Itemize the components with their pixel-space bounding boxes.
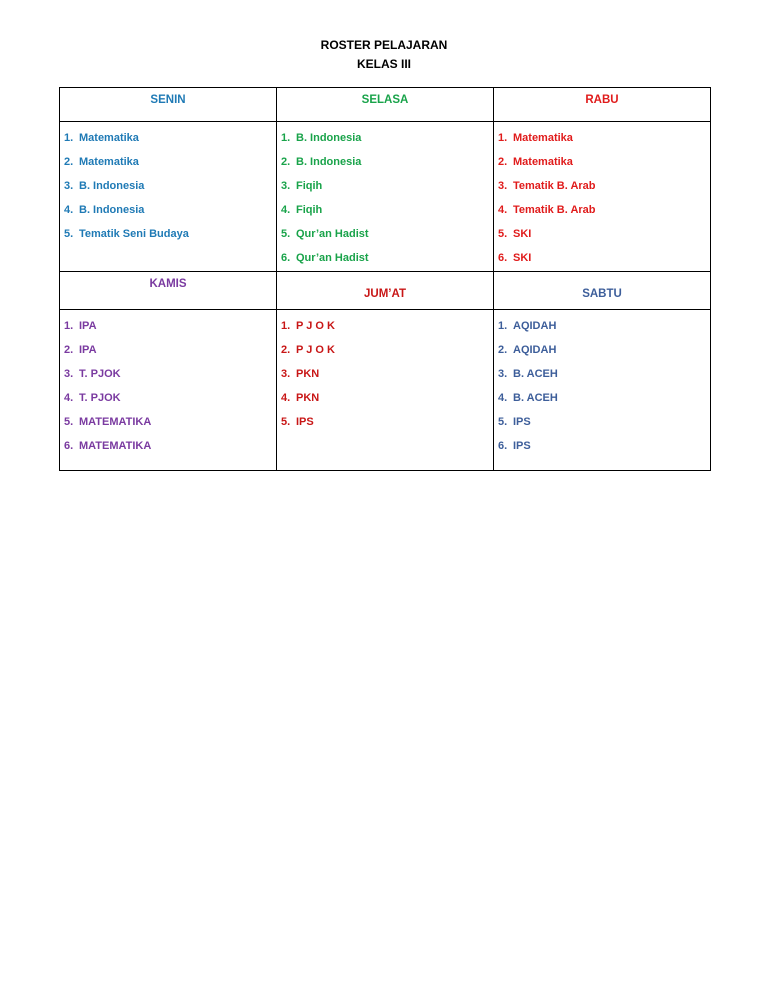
subject-name: T. PJOK (79, 368, 121, 380)
subject-name: B. ACEH (513, 392, 558, 404)
subject-name: Qur’an Hadist (296, 228, 369, 240)
subject-number: 4. (64, 392, 74, 404)
table-row-header-1 (60, 88, 711, 122)
subjects-cell-selasa (277, 122, 494, 272)
subject-list-senin (60, 122, 276, 246)
list-item (281, 198, 493, 222)
list-item (498, 246, 710, 270)
day-header-selasa: SELASA (361, 94, 409, 106)
subject-number: 1. (498, 320, 508, 332)
subject-number: 4. (281, 204, 291, 216)
roster-table (59, 87, 711, 471)
list-item (498, 126, 710, 150)
subject-name: IPS (296, 416, 314, 428)
subject-number: 4. (64, 204, 74, 216)
subjects-cell-kamis (60, 310, 277, 471)
subject-name: B. Indonesia (79, 204, 145, 216)
subject-number: 2. (498, 156, 508, 168)
subject-number: 6. (281, 252, 291, 264)
subject-number: 5. (498, 416, 508, 428)
subject-name: B. ACEH (513, 368, 558, 380)
list-item (498, 338, 710, 362)
list-item (498, 314, 710, 338)
subject-name: Matematika (513, 132, 573, 144)
subject-name: Matematika (79, 132, 139, 144)
subject-number: 6. (498, 252, 508, 264)
subject-number: 3. (281, 368, 291, 380)
list-item (281, 386, 493, 410)
list-item (64, 222, 276, 246)
subject-number: 2. (281, 156, 291, 168)
day-header-jumat: JUM’AT (364, 288, 406, 300)
subject-name: IPA (79, 320, 97, 332)
subject-name: PKN (296, 368, 320, 380)
subject-name: AQIDAH (513, 320, 557, 332)
list-item (281, 150, 493, 174)
subject-number: 3. (498, 368, 508, 380)
subject-name: Matematika (513, 156, 573, 168)
subject-number: 1. (64, 132, 74, 144)
subjects-cell-senin (60, 122, 277, 272)
subject-number: 3. (64, 368, 74, 380)
list-item (281, 174, 493, 198)
subject-list-kamis (60, 310, 276, 458)
subjects-cell-sabtu (494, 310, 711, 471)
list-item (498, 362, 710, 386)
list-item (498, 198, 710, 222)
subjects-cell-rabu (494, 122, 711, 272)
day-header-kamis: KAMIS (149, 278, 187, 290)
header-cell-kamis (60, 272, 277, 310)
page-title: ROSTER PELAJARAN (320, 38, 448, 52)
subject-name: P J O K (296, 320, 335, 332)
subject-list-rabu (494, 122, 710, 270)
subject-number: 5. (281, 228, 291, 240)
subject-number: 5. (498, 228, 508, 240)
subject-name: IPA (79, 344, 97, 356)
list-item (281, 338, 493, 362)
day-header-rabu: RABU (585, 94, 619, 106)
subject-number: 5. (64, 416, 74, 428)
subject-name: MATEMATIKA (79, 416, 152, 428)
subject-name: B. Indonesia (79, 180, 145, 192)
subject-name: B. Indonesia (296, 132, 362, 144)
header-cell-sabtu (494, 272, 711, 310)
subject-list-sabtu (494, 310, 710, 458)
list-item (64, 174, 276, 198)
list-item (498, 222, 710, 246)
subject-name: AQIDAH (513, 344, 557, 356)
list-item (64, 410, 276, 434)
subject-number: 4. (498, 204, 508, 216)
list-item (281, 222, 493, 246)
day-header-sabtu: SABTU (582, 288, 622, 300)
subject-number: 3. (281, 180, 291, 192)
list-item (64, 434, 276, 458)
subject-number: 1. (281, 320, 291, 332)
subject-name: B. Indonesia (296, 156, 362, 168)
subject-name: Qur’an Hadist (296, 252, 369, 264)
list-item (498, 434, 710, 458)
subject-number: 1. (281, 132, 291, 144)
list-item (64, 362, 276, 386)
subject-number: 6. (498, 440, 508, 452)
subject-name: Tematik Seni Budaya (79, 228, 189, 240)
subject-name: Fiqih (296, 204, 323, 216)
subject-name: PKN (296, 392, 320, 404)
subject-number: 5. (281, 416, 291, 428)
header-cell-selasa (277, 88, 494, 122)
subject-number: 2. (281, 344, 291, 356)
list-item (281, 410, 493, 434)
subject-name: IPS (513, 416, 531, 428)
subjects-cell-jumat (277, 310, 494, 471)
list-item (281, 246, 493, 270)
list-item (498, 386, 710, 410)
subject-list-selasa (277, 122, 493, 270)
table-row-header-2 (60, 272, 711, 310)
subject-number: 2. (498, 344, 508, 356)
subject-number: 4. (281, 392, 291, 404)
list-item (64, 198, 276, 222)
subject-name: IPS (513, 440, 531, 452)
list-item (281, 314, 493, 338)
table-row-subjects-2 (60, 310, 711, 471)
list-item (64, 126, 276, 150)
header-cell-jumat (277, 272, 494, 310)
list-item (498, 174, 710, 198)
table-row-subjects-1 (60, 122, 711, 272)
subject-number: 1. (498, 132, 508, 144)
list-item (64, 386, 276, 410)
header-cell-senin (60, 88, 277, 122)
subject-number: 4. (498, 392, 508, 404)
subject-name: SKI (513, 228, 532, 240)
subject-name: Tematik B. Arab (513, 180, 596, 192)
subject-name: Matematika (79, 156, 139, 168)
page-subtitle: KELAS III (356, 57, 411, 71)
list-item (64, 338, 276, 362)
subject-number: 6. (64, 440, 74, 452)
header-cell-rabu (494, 88, 711, 122)
subject-list-jumat (277, 310, 493, 434)
subject-number: 5. (64, 228, 74, 240)
list-item (64, 314, 276, 338)
list-item (64, 150, 276, 174)
subject-number: 2. (64, 344, 74, 356)
day-header-senin: SENIN (150, 94, 186, 106)
subject-name: MATEMATIKA (79, 440, 152, 452)
list-item (281, 126, 493, 150)
list-item (281, 362, 493, 386)
list-item (498, 150, 710, 174)
subject-number: 3. (64, 180, 74, 192)
subject-name: SKI (513, 252, 532, 264)
subject-name: Fiqih (296, 180, 323, 192)
subject-name: T. PJOK (79, 392, 121, 404)
list-item (498, 410, 710, 434)
subject-name: P J O K (296, 344, 335, 356)
subject-name: Tematik B. Arab (513, 204, 596, 216)
subject-number: 1. (64, 320, 74, 332)
subject-number: 3. (498, 180, 508, 192)
subject-number: 2. (64, 156, 74, 168)
